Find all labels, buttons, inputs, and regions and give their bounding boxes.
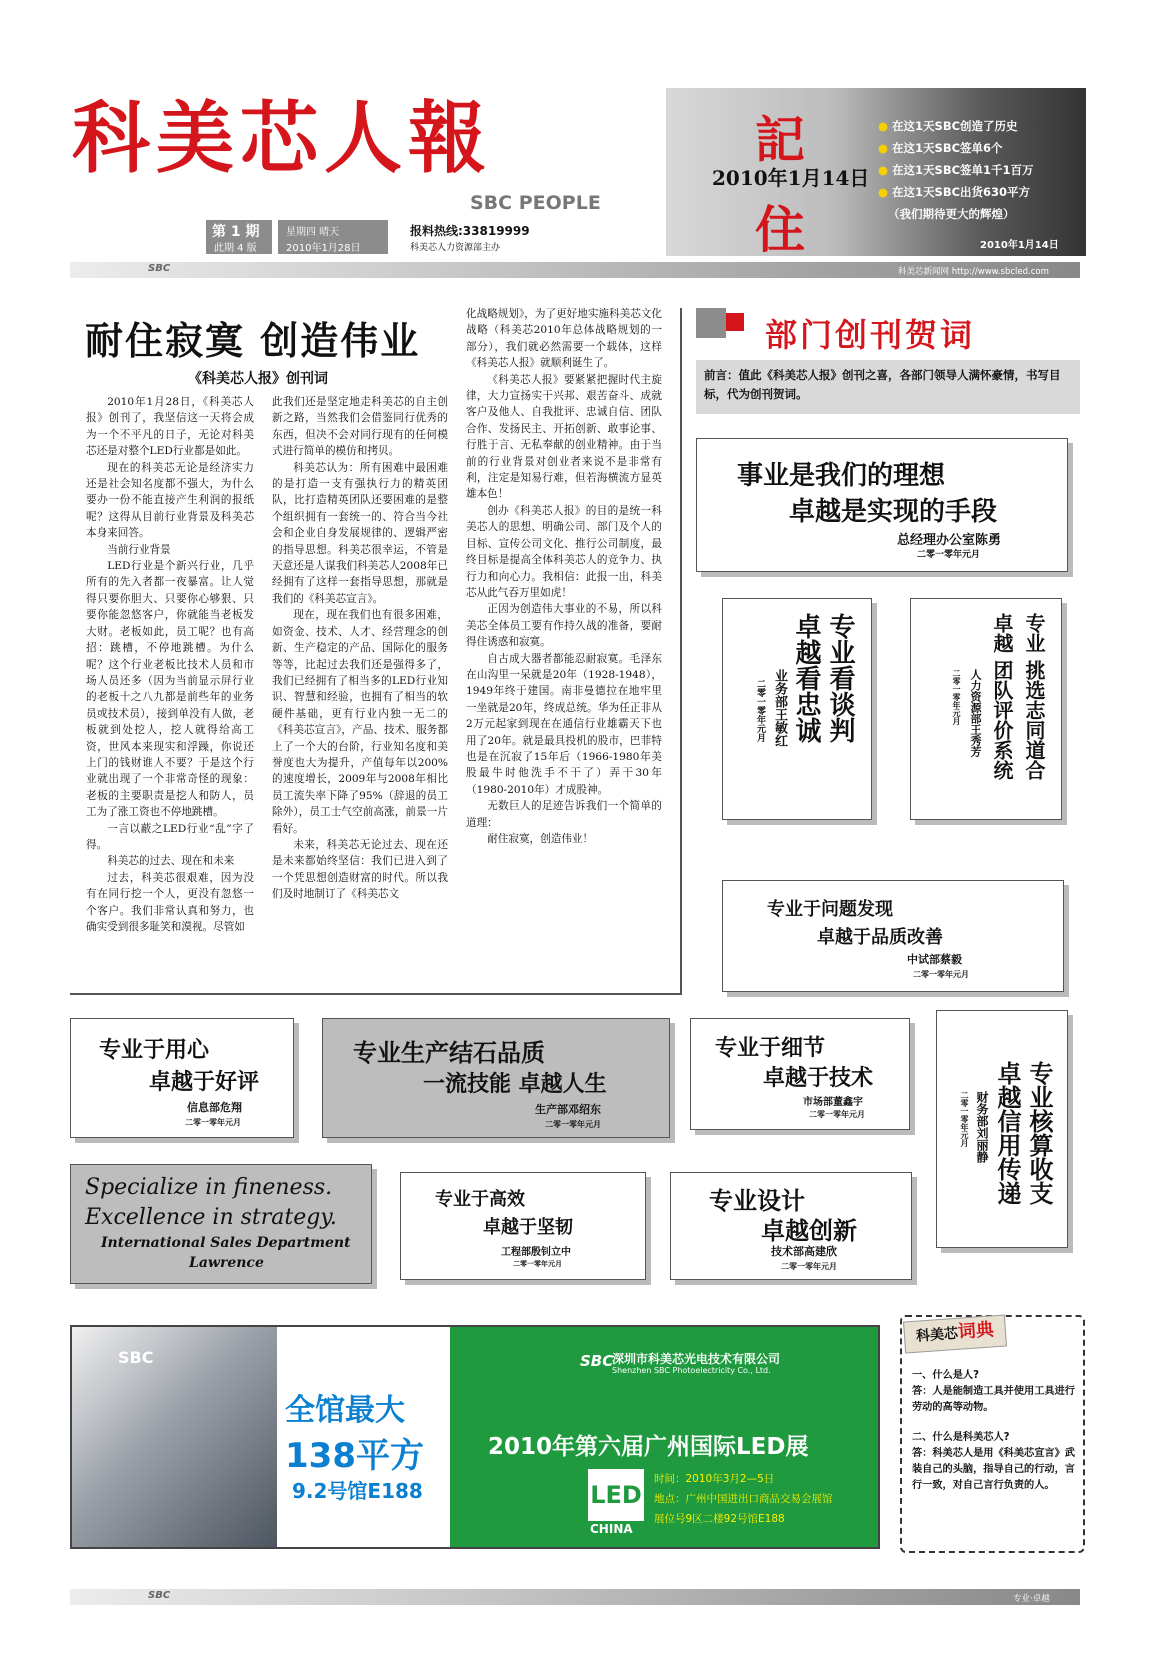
greeting-line: 专业于问题发现 bbox=[767, 899, 893, 920]
remember-char-2: 住 bbox=[755, 200, 805, 259]
greeting-line: 卓越是实现的手段 bbox=[789, 497, 998, 527]
section-heading: 当前行业背景 bbox=[107, 543, 171, 556]
bullet-icon: ● bbox=[878, 163, 889, 177]
greeting-signature: International Sales Department bbox=[101, 1235, 351, 1251]
led-logo-icon: LED bbox=[588, 1469, 644, 1521]
glossary-title-a: 科美芯 bbox=[915, 1325, 959, 1345]
glossary-question: 一、什么是人? bbox=[912, 1370, 980, 1381]
greeting-line: 专业于高效 bbox=[435, 1189, 525, 1210]
ad-hall: 9.2号馆E188 bbox=[292, 1479, 423, 1503]
dept-section-title: 部门创刊贺词 bbox=[765, 316, 976, 354]
remember-date: 2010年1月14日 bbox=[712, 166, 870, 190]
ad-area: 138平方 bbox=[285, 1436, 424, 1476]
date-box bbox=[278, 220, 388, 254]
greeting-line: 专业生产结石品质 bbox=[353, 1038, 545, 1067]
greeting-signature: 总经理办公室陈勇 bbox=[897, 533, 1002, 548]
remember-footer-date: 2010年1月14日 bbox=[980, 240, 1059, 251]
remember-char-1: 記 bbox=[755, 110, 805, 169]
greeting-card-engineering bbox=[400, 1172, 646, 1280]
greeting-signature: 技术部高建欣 bbox=[771, 1245, 837, 1258]
ad-company-en: Shenzhen SBC Photoelectricity Co., Ltd. bbox=[612, 1366, 771, 1375]
sbc-logo-icon: SBC bbox=[148, 1590, 171, 1601]
paragraph: 过去，科美芯很艰难，因为没有在同行挖一个人，更没有忽悠一个客户。我们非常认真和努力，也确实受到很多耻笑和漠视。尽管如 bbox=[86, 871, 254, 933]
paragraph: 耐住寂寞，创造伟业！ bbox=[487, 833, 594, 845]
paragraph: 未来，科美芯无论过去、现在还是未来都始终坚信：我们已进入到了一个凭思想创造财富的时代。所以我们及时地制订了《科美芯文 bbox=[272, 838, 448, 901]
footer-rule bbox=[70, 1589, 1080, 1605]
greeting-line: 专业核算收支 bbox=[1025, 1061, 1054, 1205]
greeting-line: Specialize in fineness. bbox=[85, 1175, 333, 1200]
greeting-line: 卓越于技术 bbox=[763, 1065, 874, 1091]
greeting-line: 专业设计 bbox=[709, 1186, 805, 1215]
greeting-line: 专业于用心 bbox=[99, 1037, 210, 1063]
greeting-line: 一流技能 卓越人生 bbox=[423, 1071, 607, 1097]
greeting-signature: 中试部蔡毅 bbox=[907, 953, 962, 966]
article-headline: 耐住寂寞 创造伟业 bbox=[85, 318, 421, 363]
greeting-line: 卓越看忠诚 bbox=[791, 613, 821, 743]
sbc-logo-icon: SBC bbox=[580, 1352, 614, 1370]
greeting-date: 二零一零年元月 bbox=[960, 1091, 970, 1147]
sbc-logo-icon: SBC bbox=[148, 263, 171, 274]
greeting-card-info bbox=[70, 1018, 294, 1138]
bullet-icon: ● bbox=[878, 141, 889, 155]
paragraph: 2010年1月28日，《科美芯人报》创刊了，我坚信这一天将会成为一个不平凡的日子，无论对科美芯还是对整个LED行业都是如此。 bbox=[86, 396, 254, 458]
greeting-line: 卓越于品质改善 bbox=[817, 927, 943, 948]
glossary-title-b: 词典 bbox=[957, 1319, 995, 1343]
greeting-signature: 信息部危翔 bbox=[187, 1101, 242, 1114]
page-footer-label: 专业·卓越 bbox=[1013, 1594, 1050, 1604]
greeting-date: 二零一零年元月 bbox=[513, 1259, 562, 1268]
ad-headline: 全馆最大 bbox=[285, 1393, 405, 1428]
glossary-answer: 答：科美芯人是用《科美芯宣言》武装自己的头脑，指导自己的行动，言行一致，对自己言行负责的人。 bbox=[912, 1448, 1075, 1491]
greeting-card-hr bbox=[910, 598, 1062, 820]
ad-time: 时间：2010年3月2—5日 bbox=[654, 1473, 775, 1485]
hotline: 报料热线:33819999 bbox=[410, 224, 530, 238]
paragraph: 无数巨人的足迹告诉我们一个简单的道理： bbox=[466, 800, 662, 829]
bullet-icon: ● bbox=[878, 185, 889, 199]
paragraph: 此我们还是坚定地走科美芯的自主创新之路，当然我们会借鉴同行优秀的东西，但决不会对同行现有的任何模式进行简单的模仿和拷贝。 bbox=[272, 396, 448, 458]
greeting-date: 二零一零年元月 bbox=[545, 1119, 601, 1129]
paragraph: 一言以蔽之LED行业“乱”字了得。 bbox=[86, 822, 254, 851]
greeting-card-finance bbox=[936, 1010, 1068, 1248]
greeting-signature: Lawrence bbox=[189, 1255, 264, 1271]
list-item: ● 在这1天SBC签单6个 bbox=[878, 141, 1003, 155]
greeting-date: 二零一零年元月 bbox=[917, 550, 981, 560]
host: 科美芯人力资源部主办 bbox=[410, 243, 501, 253]
paragraph: 《科美芯人报》要紧紧把握时代主旋律，大力宣扬实干兴邦、艰苦奋斗、成就客户及他人、自我批评、忠诚自信、团队合作、发扬民主、开拓创新、敢事论事、行胜于言、无私奉献的创业精神。由于当前的行业背景对创业者来说不是非常有利，注定是知易行难，但若海横流方显英雄本色！ bbox=[466, 373, 662, 501]
ad-booth: 展位号9区二楼92号馆E188 bbox=[654, 1513, 785, 1525]
issue-date: 2010年1月28日 bbox=[286, 243, 361, 254]
paragraph: 自古成大器者都能忍耐寂寞。毛泽东在山沟里一呆就是20年（1928-1948），1949年终于建国。南非曼德拉在地牢里一坐就是20年，终成总统。华为任正非从2万元起家到现在在通信行业雄霸天下也用了20年。就是最具投机的股市，巴菲特也是在沉寂了15年后（1966-1980年美股最牛时他洗手不干了）弄干30年（1980-2010年）才成股神。 bbox=[466, 652, 662, 796]
greeting-date: 二零一零年元月 bbox=[185, 1117, 241, 1127]
greeting-card-technology bbox=[670, 1172, 912, 1280]
paragraph: 创办《科美芯人报》的目的是统一科美芯人的思想、明确公司、部门及个人的目标、宣传公司文化、推行公司制度，最终目标是提高全体科美芯人的竞争力、执行力和向心力。我相信：此报一出，科美芯从此气吞万里如虎！ bbox=[466, 504, 662, 599]
list-item: ● 在这1天SBC创造了历史 bbox=[878, 119, 1018, 133]
greeting-date: 二零一零年元月 bbox=[809, 1109, 865, 1119]
paragraph: 化战略规划》，为了更好地实施科美芯文化战略（科美芯2010年总体战略规划的一部分），我们就必然需要一个载体，这样《科美芯人报》就顺利诞生了。 bbox=[466, 308, 662, 370]
article-column-3 bbox=[466, 306, 662, 847]
weekday: 星期四 晴天 bbox=[286, 227, 340, 238]
list-item: （我们期待更大的辉煌） bbox=[888, 207, 1015, 221]
greeting-signature: 财务部刘丽静 bbox=[975, 1091, 989, 1163]
section-marker-icon bbox=[696, 308, 726, 338]
article-column-2 bbox=[272, 394, 448, 903]
article-subhead: 《科美芯人报》创刊词 bbox=[188, 371, 328, 387]
section-heading: 科美芯的过去、现在和未来 bbox=[107, 855, 235, 868]
paragraph: 现在的科美芯无论是经济实力还是社会知名度都不强大，为什么要办一份不能直接产生利润的报纸呢？这得从目前行业背景及科美芯本身来回答。 bbox=[86, 461, 254, 540]
dept-preface: 前言：值此《科美芯人报》创刊之喜，各部门领导人满怀豪情，书写目标，代为创刊贺词。 bbox=[696, 360, 1080, 414]
list-item: ● 在这1天SBC签单1千1百万 bbox=[878, 163, 1034, 177]
issue-pages: 此期 4 版 bbox=[214, 243, 257, 254]
ad-expo-title: 2010年第六届广州国际LED展 bbox=[488, 1434, 809, 1460]
section-marker-red-icon bbox=[726, 313, 744, 331]
paragraph: 科美芯认为：所有困难中最困难的是打造一支有强执行力的精英团队，比打造精英团队还要困难的是整个组织拥有一套统一的、符合当今社会和企业自身发展规律的、逻辑严密的指导思想。科美芯很幸运，不管是天意还是人谋我们科美芯人2008年已经拥有了这样一套指导思想，那就是我们的《科美芯宣言》。 bbox=[272, 461, 448, 605]
greeting-line: 卓越创新 bbox=[761, 1216, 857, 1245]
paragraph: LED行业是个新兴行业，几乎所有的先入者都一夜暴富。让人觉得只要你胆大、只要你心够狠、只要你能忽悠客户，你就能当老板发大财。老板如此，员工呢？也有高招：跳槽，不停地跳槽。为什么呢？这个行业老板比技术人员和市场人员还多（因为当前显示屏行业的老板十之八九都是前些年的业务员或技术员），接到单没有人做，老板就到处挖人，挖人就得给高工资，世风本来现实和浮躁，你说还上门的钱财谁人不要？于是这个行业就出现了一个非常奇怪的现象：老板的主要职责是挖人和防人，员工为了涨工资也不停地跳槽。 bbox=[86, 560, 254, 819]
greeting-card-production bbox=[322, 1018, 670, 1138]
greeting-line: 专业于细节 bbox=[715, 1035, 826, 1061]
greeting-signature: 人力资源部王秀芳 bbox=[969, 669, 982, 757]
greeting-card-office bbox=[696, 438, 1068, 572]
article-column-1 bbox=[86, 394, 254, 935]
greeting-line: 卓越于好评 bbox=[149, 1069, 260, 1095]
glossary-body bbox=[912, 1368, 1078, 1494]
led-logo-caption: CHINA bbox=[590, 1522, 633, 1536]
greeting-signature: 市场部董鑫宇 bbox=[803, 1097, 863, 1108]
greeting-card-pilot bbox=[722, 880, 1064, 992]
greeting-signature: 生产部邓绍东 bbox=[535, 1103, 601, 1116]
greeting-line: 专业看谈判 bbox=[825, 613, 855, 743]
list-item: ● 在这1天SBC出货630平方 bbox=[878, 185, 1031, 199]
issue-number: 第 1 期 bbox=[212, 224, 260, 240]
paragraph: 正因为创造伟大事业的不易，所以科美芯全体员工要有作持久战的准备，要耐得住诱惑和寂寞。 bbox=[466, 603, 662, 649]
bullet-icon: ● bbox=[878, 119, 889, 133]
greeting-card-marketing bbox=[690, 1018, 910, 1130]
remember-list bbox=[878, 118, 1034, 228]
greeting-date: 二零一零年元月 bbox=[755, 679, 765, 742]
booth-brand: SBC bbox=[118, 1348, 154, 1367]
greeting-line: Excellence in strategy. bbox=[85, 1205, 337, 1230]
greeting-line: 卓越于坚韧 bbox=[483, 1217, 573, 1238]
greeting-card-sales bbox=[722, 598, 872, 820]
greeting-signature: 业务部王敏红 bbox=[772, 669, 787, 747]
booth-photo bbox=[72, 1327, 277, 1547]
ad-place: 地点：广州中国进出口商品交易会展馆 bbox=[654, 1493, 833, 1505]
greeting-card-international-sales bbox=[70, 1164, 372, 1284]
greeting-date: 二零一零年元月 bbox=[913, 969, 969, 979]
issue-box bbox=[206, 220, 272, 254]
greeting-date: 二零一零年元月 bbox=[781, 1261, 837, 1271]
paragraph: 现在，现在我们也有很多困难，如资金、技术、人才、经营理念的创新、生产稳定的产品、国际化的服务等等，比起过去我们还是强得多了，我们已经拥有了相当多的LED行业知识、智慧和经验，也拥有了相当的软硬件基础，更有行业内独一无二的《科美芯宣言》，产品、技术、服务都上了一个大的台阶，行业知名度和美誉度也大为提升，产值每年以200%的速度增长，2009年与2008年相比员工流失率下降了95%（辞退的员工除外），员工士气空前高涨，前景一片看好。 bbox=[272, 609, 448, 835]
masthead-title: 科美芯人報 bbox=[72, 93, 493, 184]
site-link[interactable]: 科美芯新闻网 http://www.sbcled.com bbox=[898, 267, 1049, 277]
glossary-question: 二、什么是科美芯人? bbox=[912, 1432, 1010, 1443]
greeting-line: 专业 挑选志同道合 bbox=[1022, 613, 1046, 780]
greeting-date: 二零一零年元月 bbox=[952, 669, 962, 725]
glossary-answer: 答：人是能制造工具并使用工具进行劳动的高等动物。 bbox=[912, 1386, 1075, 1413]
greeting-line: 事业是我们的理想 bbox=[737, 461, 946, 491]
ad-company-cn: 深圳市科美芯光电技术有限公司 bbox=[612, 1352, 781, 1366]
masthead-subtitle: SBC PEOPLE bbox=[470, 192, 601, 214]
greeting-signature: 工程部殷钊立中 bbox=[501, 1247, 571, 1258]
greeting-line: 卓越信用传递 bbox=[993, 1061, 1022, 1205]
greeting-line: 卓越 团队评价系统 bbox=[990, 613, 1014, 780]
